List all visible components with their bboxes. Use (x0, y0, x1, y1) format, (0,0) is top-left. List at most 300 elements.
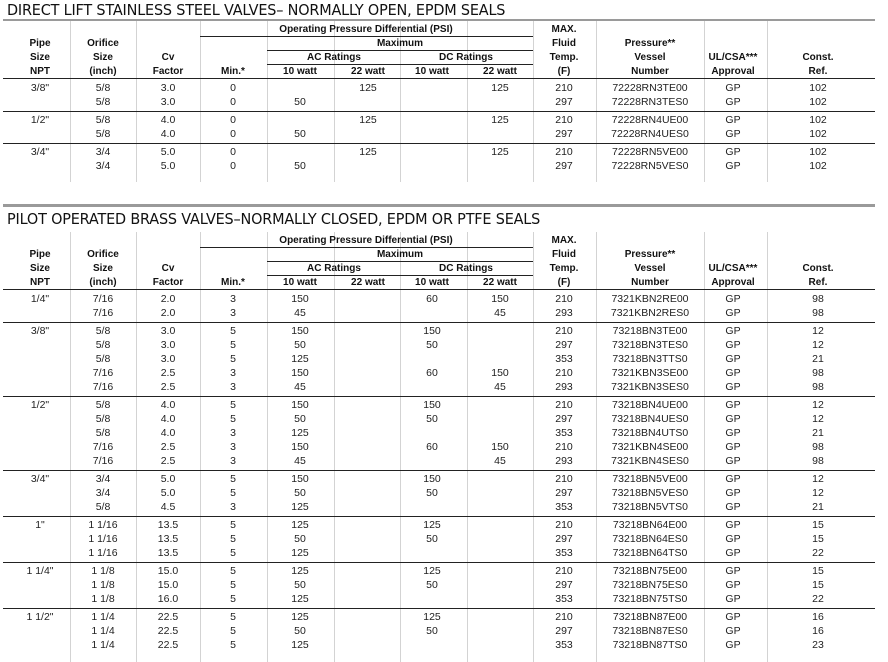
cell-temp: 297 (555, 413, 573, 425)
cell-approval: GP (725, 82, 741, 94)
header-const-ref: Const. (802, 263, 834, 274)
cell-orifice: 5/8 (95, 128, 111, 140)
cell-temp: 210 (555, 82, 573, 94)
cell-vessel: 73218BN3TES0 (612, 339, 688, 351)
pipe-size-cell: 3/4" (30, 146, 50, 158)
cell-orifice: 7/16 (92, 293, 114, 305)
cell-min: 5 (230, 579, 236, 591)
cell-vessel: 73218BN75TS0 (612, 593, 688, 605)
header-rule (267, 261, 533, 262)
cell-ac10: 150 (291, 441, 309, 453)
cell-min: 5 (230, 325, 236, 337)
cell-ref: 12 (812, 399, 824, 411)
cell-vessel: 7321KBN2RES0 (610, 307, 690, 319)
header-orifice-size: (inch) (89, 277, 117, 288)
cell-ref: 21 (812, 353, 824, 365)
cell-dc10: 50 (426, 625, 438, 637)
header-min: Min.* (221, 66, 245, 77)
cell-dc22: 125 (491, 146, 509, 158)
cell-min: 5 (230, 547, 236, 559)
cell-approval: GP (725, 519, 741, 531)
section-title: DIRECT LIFT STAINLESS STEEL VALVES– NORMALLY OPEN, EPDM SEALS (7, 1, 506, 19)
header-pipe-size: Pipe (29, 38, 51, 49)
header-approval: UL/CSA*** (708, 263, 758, 274)
cell-min: 5 (230, 487, 236, 499)
cell-dc10: 150 (423, 473, 441, 485)
cell-approval: GP (725, 399, 741, 411)
cell-min: 3 (230, 367, 236, 379)
header-orifice-size: Size (92, 52, 113, 63)
cell-orifice: 5/8 (95, 413, 111, 425)
cell-cv: 3.0 (160, 339, 176, 351)
header-ac-22-watt: 22 watt (351, 277, 385, 288)
group-separator (3, 562, 875, 563)
cell-ac10: 150 (291, 367, 309, 379)
cell-min: 5 (230, 625, 236, 637)
header-rule (267, 275, 533, 276)
header-const-ref: Ref. (808, 277, 828, 288)
cell-approval: GP (725, 307, 741, 319)
cell-ref: 12 (812, 473, 824, 485)
cell-min: 0 (230, 82, 236, 94)
cell-temp: 210 (555, 519, 573, 531)
header-cv-factor: Cv (161, 52, 175, 63)
cell-vessel: 7321KBN4SES0 (611, 455, 689, 467)
header-dc-ratings: DC Ratings (439, 52, 493, 63)
cell-ref: 12 (812, 339, 824, 351)
cell-orifice: 1 1/4 (91, 611, 115, 623)
pipe-size-cell: 1/2" (30, 114, 50, 126)
header-rule (267, 64, 533, 65)
cell-ref: 98 (812, 455, 824, 467)
group-separator (3, 322, 875, 323)
cell-cv: 2.5 (160, 441, 176, 453)
cell-ac22: 125 (359, 114, 377, 126)
cell-cv: 5.0 (160, 160, 176, 172)
header-cv-factor: Factor (152, 66, 184, 77)
cell-vessel: 73218BN64ES0 (612, 533, 688, 545)
cell-cv: 5.0 (160, 487, 176, 499)
cell-approval: GP (725, 547, 741, 559)
cell-cv: 3.0 (160, 353, 176, 365)
cell-ac10: 125 (291, 547, 309, 559)
cell-orifice: 5/8 (95, 501, 111, 513)
cell-vessel: 73218BN4UES0 (611, 413, 689, 425)
cell-ref: 12 (812, 413, 824, 425)
cell-ref: 102 (809, 82, 827, 94)
cell-cv: 2.5 (160, 381, 176, 393)
cell-orifice: 3/4 (95, 146, 111, 158)
cell-min: 5 (230, 611, 236, 623)
column-divider (767, 21, 768, 182)
cell-dc22: 150 (491, 367, 509, 379)
cell-ac10: 50 (294, 625, 306, 637)
header-max-fluid-temp: (F) (557, 277, 571, 288)
cell-dc10: 60 (426, 441, 438, 453)
cell-approval: GP (725, 579, 741, 591)
column-divider (400, 232, 401, 662)
cell-min: 3 (230, 307, 236, 319)
cell-vessel: 72228RN4UE00 (611, 114, 689, 126)
cell-approval: GP (725, 625, 741, 637)
cell-cv: 3.0 (160, 325, 176, 337)
cell-vessel: 72228RN5VES0 (611, 160, 689, 172)
cell-temp: 210 (555, 399, 573, 411)
cell-temp: 210 (555, 441, 573, 453)
cell-orifice: 3/4 (95, 487, 111, 499)
cell-orifice: 1 1/4 (91, 639, 115, 651)
cell-ac10: 125 (291, 353, 309, 365)
cell-vessel: 73218BN5VTS0 (612, 501, 688, 513)
cell-cv: 22.5 (157, 611, 179, 623)
cell-orifice: 7/16 (92, 381, 114, 393)
cell-ac22: 125 (359, 82, 377, 94)
cell-ref: 102 (809, 160, 827, 172)
cell-cv: 4.0 (160, 128, 176, 140)
cell-ref: 98 (812, 441, 824, 453)
pipe-size-cell: 1" (35, 519, 45, 531)
cell-temp: 297 (555, 533, 573, 545)
cell-approval: GP (725, 381, 741, 393)
cell-approval: GP (725, 128, 741, 140)
header-ac-10-watt: 10 watt (283, 277, 317, 288)
cell-ref: 23 (812, 639, 824, 651)
pipe-size-cell: 3/4" (30, 473, 50, 485)
cell-ref: 12 (812, 325, 824, 337)
cell-approval: GP (725, 339, 741, 351)
cell-ac10: 150 (291, 399, 309, 411)
header-maximum: Maximum (376, 249, 424, 260)
cell-dc10: 50 (426, 339, 438, 351)
cell-approval: GP (725, 611, 741, 623)
header-orifice-size: Orifice (87, 38, 119, 49)
cell-dc10: 150 (423, 399, 441, 411)
cell-ac10: 50 (294, 96, 306, 108)
cell-vessel: 73218BN75E00 (612, 565, 688, 577)
header-rule (267, 50, 533, 51)
cell-approval: GP (725, 455, 741, 467)
pipe-size-cell: 1 1/4" (26, 565, 54, 577)
header-vessel-number: Pressure** (624, 249, 676, 260)
cell-cv: 2.5 (160, 367, 176, 379)
cell-ac10: 45 (294, 307, 306, 319)
cell-vessel: 7321KBN3SES0 (611, 381, 689, 393)
column-divider (467, 232, 468, 662)
header-rule (200, 247, 533, 248)
header-pipe-size: NPT (30, 277, 50, 288)
header-const-ref: Ref. (808, 66, 828, 77)
cell-approval: GP (725, 325, 741, 337)
cell-min: 5 (230, 473, 236, 485)
cell-ref: 102 (809, 128, 827, 140)
cell-approval: GP (725, 533, 741, 545)
group-separator (3, 143, 875, 144)
cell-temp: 297 (555, 579, 573, 591)
cell-orifice: 7/16 (92, 455, 114, 467)
cell-orifice: 3/4 (95, 473, 111, 485)
cell-min: 0 (230, 128, 236, 140)
cell-ac10: 125 (291, 611, 309, 623)
cell-temp: 297 (555, 128, 573, 140)
cell-approval: GP (725, 367, 741, 379)
cell-min: 5 (230, 399, 236, 411)
cell-temp: 210 (555, 473, 573, 485)
cell-temp: 210 (555, 325, 573, 337)
cell-ref: 98 (812, 381, 824, 393)
cell-dc10: 60 (426, 293, 438, 305)
column-divider (596, 21, 597, 182)
cell-orifice: 1 1/16 (88, 547, 118, 559)
cell-dc22: 125 (491, 114, 509, 126)
cell-ac10: 50 (294, 579, 306, 591)
cell-orifice: 3/4 (95, 160, 111, 172)
cell-orifice: 1 1/16 (88, 533, 118, 545)
header-max-fluid-temp: MAX. (551, 235, 577, 246)
cell-cv: 13.5 (157, 533, 179, 545)
cell-temp: 297 (555, 96, 573, 108)
pipe-size-cell: 1/4" (30, 293, 50, 305)
cell-temp: 293 (555, 381, 573, 393)
section-title: PILOT OPERATED BRASS VALVES–NORMALLY CLOSED, EPDM OR PTFE SEALS (7, 210, 541, 228)
cell-orifice: 5/8 (95, 96, 111, 108)
header-bottom-rule (3, 289, 875, 290)
cell-vessel: 72228RN3TES0 (611, 96, 689, 108)
header-approval: UL/CSA*** (708, 52, 758, 63)
cell-orifice: 1 1/8 (91, 579, 115, 591)
cell-ac10: 50 (294, 128, 306, 140)
cell-vessel: 73218BN75ES0 (612, 579, 688, 591)
cell-vessel: 73218BN4UE00 (612, 399, 688, 411)
cell-temp: 353 (555, 501, 573, 513)
cell-dc10: 50 (426, 413, 438, 425)
group-separator (3, 608, 875, 609)
column-divider (267, 21, 268, 182)
header-bottom-rule (3, 78, 875, 79)
header-max-fluid-temp: Fluid (552, 249, 576, 260)
header-const-ref: Const. (802, 52, 834, 63)
column-divider (70, 232, 71, 662)
header-dc-10-watt: 10 watt (415, 66, 449, 77)
header-rule (200, 36, 533, 37)
cell-min: 0 (230, 146, 236, 158)
cell-dc10: 125 (423, 565, 441, 577)
cell-temp: 353 (555, 427, 573, 439)
cell-temp: 293 (555, 455, 573, 467)
cell-ac10: 50 (294, 533, 306, 545)
column-divider (267, 232, 268, 662)
cell-approval: GP (725, 96, 741, 108)
column-divider (136, 21, 137, 182)
cell-ac22: 125 (359, 146, 377, 158)
cell-temp: 210 (555, 293, 573, 305)
cell-vessel: 73218BN64E00 (612, 519, 688, 531)
cell-ac10: 150 (291, 325, 309, 337)
cell-temp: 297 (555, 160, 573, 172)
column-divider (136, 232, 137, 662)
header-max-fluid-temp: Temp. (549, 263, 579, 274)
cell-cv: 2.0 (160, 293, 176, 305)
header-ac-ratings: AC Ratings (307, 263, 361, 274)
group-separator (3, 470, 875, 471)
cell-ac10: 50 (294, 160, 306, 172)
cell-cv: 2.0 (160, 307, 176, 319)
header-max-fluid-temp: MAX. (551, 24, 577, 35)
header-dc-22-watt: 22 watt (483, 277, 517, 288)
cell-ac10: 150 (291, 473, 309, 485)
cell-min: 5 (230, 593, 236, 605)
cell-ac10: 45 (294, 455, 306, 467)
section-rule (3, 19, 875, 21)
header-orifice-size: Orifice (87, 249, 119, 260)
section-rule (3, 204, 875, 207)
cell-dc22: 150 (491, 441, 509, 453)
header-cv-factor: Cv (161, 263, 175, 274)
cell-ref: 102 (809, 114, 827, 126)
cell-ref: 15 (812, 579, 824, 591)
header-orifice-size: Size (92, 263, 113, 274)
cell-vessel: 73218BN4UTS0 (611, 427, 689, 439)
cell-cv: 3.0 (160, 96, 176, 108)
cell-min: 3 (230, 381, 236, 393)
cell-temp: 353 (555, 593, 573, 605)
cell-min: 0 (230, 160, 236, 172)
cell-cv: 2.5 (160, 455, 176, 467)
cell-approval: GP (725, 427, 741, 439)
cell-min: 5 (230, 533, 236, 545)
cell-min: 5 (230, 353, 236, 365)
cell-ref: 98 (812, 293, 824, 305)
cell-temp: 353 (555, 547, 573, 559)
cell-vessel: 73218BN87E00 (612, 611, 688, 623)
cell-cv: 16.0 (157, 593, 179, 605)
header-vessel-number: Number (631, 277, 669, 288)
cell-temp: 353 (555, 639, 573, 651)
header-vessel-number: Number (631, 66, 669, 77)
cell-ref: 21 (812, 427, 824, 439)
cell-min: 3 (230, 455, 236, 467)
cell-ac10: 125 (291, 639, 309, 651)
cell-dc22: 150 (491, 293, 509, 305)
cell-approval: GP (725, 146, 741, 158)
cell-ac10: 50 (294, 339, 306, 351)
cell-ref: 15 (812, 533, 824, 545)
header-vessel-number: Pressure** (624, 38, 676, 49)
cell-ac10: 45 (294, 381, 306, 393)
cell-orifice: 5/8 (95, 353, 111, 365)
cell-cv: 4.0 (160, 114, 176, 126)
header-approval: Approval (711, 66, 755, 77)
cell-vessel: 73218BN3TTS0 (612, 353, 688, 365)
cell-temp: 210 (555, 114, 573, 126)
cell-ac10: 150 (291, 293, 309, 305)
cell-approval: GP (725, 501, 741, 513)
cell-cv: 3.0 (160, 82, 176, 94)
cell-dc22: 125 (491, 82, 509, 94)
cell-temp: 210 (555, 146, 573, 158)
cell-vessel: 7321KBN2RE00 (611, 293, 689, 305)
header-pipe-size: Pipe (29, 249, 51, 260)
cell-orifice: 7/16 (92, 441, 114, 453)
cell-approval: GP (725, 114, 741, 126)
cell-dc10: 50 (426, 579, 438, 591)
cell-temp: 210 (555, 367, 573, 379)
header-orifice-size: (inch) (89, 66, 117, 77)
pipe-size-cell: 3/8" (30, 325, 50, 337)
cell-dc22: 45 (494, 381, 506, 393)
cell-ac10: 125 (291, 519, 309, 531)
cell-approval: GP (725, 593, 741, 605)
cell-orifice: 5/8 (95, 339, 111, 351)
cell-temp: 210 (555, 565, 573, 577)
cell-vessel: 7321KBN4SE00 (611, 441, 689, 453)
cell-ref: 102 (809, 146, 827, 158)
cell-ref: 22 (812, 593, 824, 605)
column-divider (200, 21, 201, 182)
cell-min: 3 (230, 293, 236, 305)
cell-min: 0 (230, 114, 236, 126)
cell-cv: 5.0 (160, 473, 176, 485)
header-vessel-number: Vessel (634, 52, 666, 63)
header-vessel-number: Vessel (634, 263, 666, 274)
cell-orifice: 1 1/4 (91, 625, 115, 637)
cell-orifice: 7/16 (92, 367, 114, 379)
cell-dc10: 125 (423, 611, 441, 623)
cell-orifice: 5/8 (95, 114, 111, 126)
pipe-size-cell: 3/8" (30, 82, 50, 94)
cell-cv: 22.5 (157, 639, 179, 651)
cell-dc22: 45 (494, 307, 506, 319)
cell-min: 3 (230, 441, 236, 453)
cell-vessel: 72228RN4UES0 (611, 128, 689, 140)
cell-ref: 21 (812, 501, 824, 513)
cell-orifice: 1 1/8 (91, 565, 115, 577)
cell-cv: 13.5 (157, 547, 179, 559)
cell-min: 5 (230, 519, 236, 531)
cell-approval: GP (725, 353, 741, 365)
cell-vessel: 72228RN3TE00 (612, 82, 688, 94)
pipe-size-cell: 1 1/2" (26, 611, 54, 623)
header-dc-ratings: DC Ratings (439, 263, 493, 274)
header-max-fluid-temp: Temp. (549, 52, 579, 63)
cell-dc10: 50 (426, 487, 438, 499)
cell-ref: 16 (812, 625, 824, 637)
header-cv-factor: Factor (152, 277, 184, 288)
group-separator (3, 516, 875, 517)
cell-temp: 297 (555, 339, 573, 351)
header-opd: Operating Pressure Differential (PSI) (279, 235, 453, 246)
cell-orifice: 7/16 (92, 307, 114, 319)
cell-min: 3 (230, 427, 236, 439)
header-opd: Operating Pressure Differential (PSI) (279, 24, 453, 35)
header-pipe-size: NPT (30, 66, 50, 77)
cell-temp: 210 (555, 611, 573, 623)
group-separator (3, 111, 875, 112)
cell-temp: 293 (555, 307, 573, 319)
cell-ref: 98 (812, 307, 824, 319)
cell-cv: 15.0 (157, 579, 179, 591)
cell-cv: 4.5 (160, 501, 176, 513)
group-separator (3, 396, 875, 397)
cell-min: 0 (230, 96, 236, 108)
cell-cv: 4.0 (160, 413, 176, 425)
cell-ref: 16 (812, 611, 824, 623)
cell-min: 5 (230, 413, 236, 425)
header-min: Min.* (221, 277, 245, 288)
header-max-fluid-temp: (F) (557, 66, 571, 77)
cell-ref: 15 (812, 565, 824, 577)
cell-vessel: 72228RN5VE00 (612, 146, 688, 158)
column-divider (767, 232, 768, 662)
